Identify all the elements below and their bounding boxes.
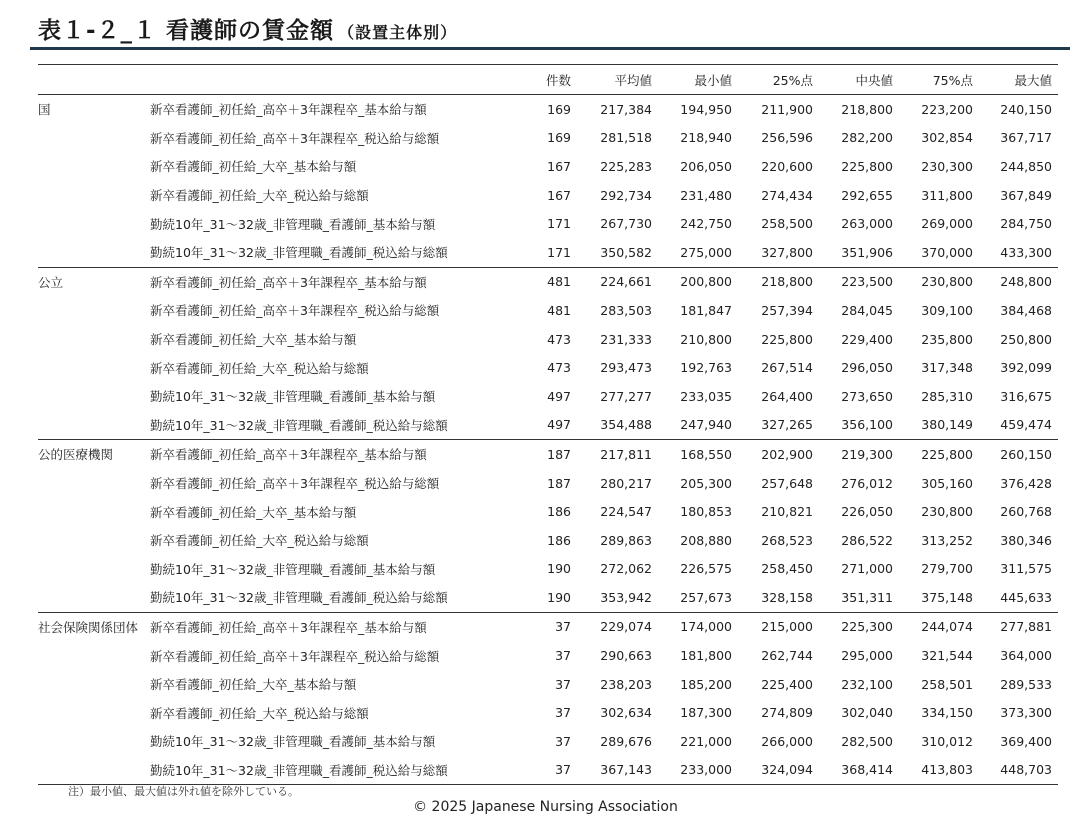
cell-max: 364,000 — [1000, 648, 1052, 664]
cell-mean: 354,488 — [600, 417, 652, 433]
cell-mean: 272,062 — [600, 561, 652, 577]
item-label: 勤続10年_31～32歳_非管理職_看護師_基本給与額 — [150, 389, 436, 405]
header-p75: 75%点 — [899, 65, 979, 95]
group-label — [38, 124, 150, 153]
cell-p25: 258,450 — [761, 561, 813, 577]
group-label: 社会保険関係団体 — [38, 612, 150, 641]
cell-min: 247,940 — [680, 417, 732, 433]
cell-mean: 289,676 — [600, 733, 652, 749]
title-sub: （設置主体別） — [338, 23, 458, 42]
cell-min: 275,000 — [680, 244, 732, 260]
cell-min: 221,000 — [680, 733, 732, 749]
cell-p75: 302,854 — [921, 130, 973, 146]
cell-p25: 274,809 — [761, 705, 813, 721]
item-label: 勤続10年_31～32歳_非管理職_看護師_税込給与総額 — [150, 590, 448, 606]
table-row — [38, 267, 1058, 296]
cell-count: 37 — [482, 612, 577, 641]
cell-median: 282,500 — [841, 733, 893, 749]
item-label: 新卒看護師_初任給_大卒_税込給与総額 — [150, 360, 369, 376]
cell-max: 289,533 — [1000, 676, 1052, 692]
cell-median: 351,311 — [841, 589, 893, 605]
cell-count: 497 — [547, 417, 571, 433]
group-label — [38, 698, 150, 727]
cell-p25: 225,800 — [761, 331, 813, 347]
cell-mean: 224,547 — [600, 504, 652, 520]
cell-count: 481 — [482, 267, 577, 296]
cell-p75: 370,000 — [921, 244, 973, 260]
header-group — [38, 65, 150, 95]
cell-p75: 230,800 — [921, 504, 973, 520]
item-label: 勤続10年_31～32歳_非管理職_看護師_税込給与総額 — [150, 756, 482, 785]
cell-max: 433,300 — [1000, 244, 1052, 260]
cell-min: 218,940 — [680, 130, 732, 146]
cell-p75: 321,544 — [921, 648, 973, 664]
cell-max: 448,703 — [979, 756, 1058, 785]
cell-median: 296,050 — [841, 360, 893, 376]
cell-median: 302,040 — [841, 705, 893, 721]
cell-p75: 230,300 — [921, 158, 973, 174]
item-label: 新卒看護師_初任給_高卒＋3年課程卒_税込給与総額 — [150, 303, 440, 319]
cell-p25: 268,523 — [761, 532, 813, 548]
cell-mean: 217,384 — [600, 101, 652, 117]
cell-p25: 225,400 — [761, 676, 813, 692]
header-mean: 平均値 — [577, 65, 658, 95]
cell-min: 185,200 — [680, 676, 732, 692]
cell-min: 226,575 — [680, 561, 732, 577]
item-label: 新卒看護師_初任給_高卒＋3年課程卒_税込給与総額 — [150, 648, 440, 664]
item-label: 勤続10年_31～32歳_非管理職_看護師_税込給与総額 — [150, 245, 448, 261]
cell-mean: 293,473 — [600, 360, 652, 376]
table-row — [38, 756, 1058, 785]
table-row — [38, 152, 1058, 181]
cell-p25: 256,596 — [761, 130, 813, 146]
cell-p25: 266,000 — [761, 733, 813, 749]
cell-mean: 350,582 — [600, 244, 652, 260]
cell-p75: 244,074 — [899, 612, 979, 641]
header-item — [150, 65, 482, 95]
cell-p75: 380,149 — [921, 417, 973, 433]
cell-mean: 267,730 — [600, 216, 652, 232]
group-label — [38, 583, 150, 612]
cell-min: 192,763 — [680, 360, 732, 376]
group-label — [38, 325, 150, 354]
cell-p75: 313,252 — [921, 532, 973, 548]
cell-p25: 327,800 — [761, 244, 813, 260]
cell-p75: 225,800 — [899, 440, 979, 469]
table-row — [38, 411, 1058, 440]
cell-p25: 274,434 — [761, 187, 813, 203]
cell-mean: 289,863 — [600, 532, 652, 548]
item-label: 新卒看護師_初任給_高卒＋3年課程卒_基本給与額 — [150, 612, 482, 641]
cell-p75: 305,160 — [921, 475, 973, 491]
cell-mean: 353,942 — [600, 589, 652, 605]
cell-count: 497 — [547, 388, 571, 404]
cell-min: 210,800 — [680, 331, 732, 347]
cell-median: 271,000 — [841, 561, 893, 577]
cell-max: 376,428 — [1000, 475, 1052, 491]
cell-max: 445,633 — [1000, 589, 1052, 605]
header-p25: 25%点 — [738, 65, 819, 95]
cell-count: 167 — [547, 187, 571, 203]
cell-mean: 290,663 — [600, 648, 652, 664]
group-label: 公立 — [38, 267, 150, 296]
cell-p25: 257,648 — [761, 475, 813, 491]
table-row — [38, 698, 1058, 727]
table-row — [38, 555, 1058, 584]
title-main: 表１-２_１ 看護師の賃金額 — [38, 18, 335, 44]
cell-median: 219,300 — [819, 440, 899, 469]
cell-count: 473 — [547, 331, 571, 347]
table-row — [38, 325, 1058, 354]
group-label — [38, 353, 150, 382]
group-label — [38, 555, 150, 584]
cell-max: 248,800 — [979, 267, 1058, 296]
group-label — [38, 181, 150, 210]
title-underline — [30, 47, 1070, 50]
item-label: 勤続10年_31～32歳_非管理職_看護師_基本給与額 — [150, 561, 436, 577]
cell-mean: 229,074 — [577, 612, 658, 641]
group-label — [38, 670, 150, 699]
table-row — [38, 353, 1058, 382]
cell-min: 205,300 — [680, 475, 732, 491]
cell-median: 218,800 — [841, 101, 893, 117]
cell-p25: 328,158 — [761, 589, 813, 605]
table-row — [38, 469, 1058, 498]
cell-p25: 262,744 — [761, 648, 813, 664]
cell-p75: 317,348 — [921, 360, 973, 376]
cell-mean: 231,333 — [600, 331, 652, 347]
header-median: 中央値 — [819, 65, 899, 95]
cell-count: 187 — [547, 475, 571, 491]
cell-mean: 281,518 — [600, 130, 652, 146]
table-row — [38, 124, 1058, 153]
cell-p25: 258,500 — [761, 216, 813, 232]
cell-count: 169 — [547, 130, 571, 146]
cell-max: 367,849 — [1000, 187, 1052, 203]
cell-median: 351,906 — [841, 244, 893, 260]
cell-count: 167 — [547, 158, 571, 174]
cell-p75: 309,100 — [921, 302, 973, 318]
group-label: 国 — [38, 102, 51, 118]
cell-p25: 211,900 — [761, 101, 813, 117]
cell-max: 384,468 — [1000, 302, 1052, 318]
item-label: 勤続10年_31～32歳_非管理職_看護師_基本給与額 — [150, 216, 436, 232]
cell-median: 223,500 — [819, 267, 899, 296]
cell-mean: 367,143 — [577, 756, 658, 785]
cell-count: 190 — [547, 589, 571, 605]
cell-max: 392,099 — [1000, 360, 1052, 376]
group-label — [38, 497, 150, 526]
cell-min: 187,300 — [680, 705, 732, 721]
group-label — [38, 411, 150, 440]
item-label: 新卒看護師_初任給_高卒＋3年課程卒_基本給与額 — [150, 102, 427, 118]
cell-median: 225,300 — [819, 612, 899, 641]
cell-min: 257,673 — [680, 589, 732, 605]
cell-count: 37 — [482, 756, 577, 785]
table-header-row — [38, 65, 1058, 95]
cell-min: 231,480 — [680, 187, 732, 203]
group-label — [38, 238, 150, 267]
page-title — [38, 12, 457, 45]
table-row — [38, 209, 1058, 238]
item-label: 新卒看護師_初任給_大卒_税込給与総額 — [150, 188, 369, 204]
table-row — [38, 583, 1058, 612]
cell-p75: 230,800 — [899, 267, 979, 296]
cell-median: 226,050 — [841, 504, 893, 520]
cell-max: 369,400 — [1000, 733, 1052, 749]
cell-p25: 267,514 — [761, 360, 813, 376]
group-label — [38, 209, 150, 238]
group-label — [38, 382, 150, 411]
cell-p75: 285,310 — [921, 388, 973, 404]
cell-mean: 292,734 — [600, 187, 652, 203]
cell-p75: 258,501 — [921, 676, 973, 692]
cell-p75: 375,148 — [921, 589, 973, 605]
cell-mean: 225,283 — [600, 158, 652, 174]
cell-max: 260,150 — [979, 440, 1058, 469]
item-label: 新卒看護師_初任給_大卒_税込給与総額 — [150, 705, 369, 721]
table-row — [38, 670, 1058, 699]
item-label: 新卒看護師_初任給_高卒＋3年課程卒_基本給与額 — [150, 267, 482, 296]
group-label — [38, 526, 150, 555]
cell-min: 181,847 — [680, 302, 732, 318]
cell-median: 263,000 — [841, 216, 893, 232]
cell-median: 368,414 — [819, 756, 899, 785]
cell-max: 260,768 — [1000, 504, 1052, 520]
cell-p25: 327,265 — [761, 417, 813, 433]
table-row — [38, 440, 1058, 469]
cell-count: 171 — [547, 216, 571, 232]
cell-median: 282,200 — [841, 130, 893, 146]
cell-p25: 215,000 — [738, 612, 819, 641]
cell-min: 242,750 — [680, 216, 732, 232]
item-label: 新卒看護師_初任給_大卒_基本給与額 — [150, 159, 357, 175]
group-label — [38, 641, 150, 670]
table-row — [38, 497, 1058, 526]
cell-max: 284,750 — [1000, 216, 1052, 232]
cell-count: 37 — [555, 676, 571, 692]
cell-p75: 279,700 — [921, 561, 973, 577]
cell-p75: 413,803 — [899, 756, 979, 785]
table-row — [38, 296, 1058, 325]
footnote: 注）最小値、最大値は外れ値を除外している。 — [68, 785, 299, 798]
cell-count: 473 — [547, 360, 571, 376]
cell-count: 187 — [482, 440, 577, 469]
cell-p75: 223,200 — [921, 101, 973, 117]
group-label — [38, 756, 150, 785]
cell-max: 311,575 — [1000, 561, 1052, 577]
cell-min: 233,035 — [680, 388, 732, 404]
header-count: 件数 — [482, 65, 577, 95]
item-label: 新卒看護師_初任給_大卒_税込給与総額 — [150, 533, 369, 549]
item-label: 新卒看護師_初任給_高卒＋3年課程卒_税込給与総額 — [150, 476, 440, 492]
cell-p75: 235,800 — [921, 331, 973, 347]
cell-p75: 269,000 — [921, 216, 973, 232]
cell-min: 194,950 — [680, 101, 732, 117]
cell-count: 37 — [555, 733, 571, 749]
cell-min: 174,000 — [658, 612, 738, 641]
cell-median: 292,655 — [841, 187, 893, 203]
cell-count: 186 — [547, 504, 571, 520]
cell-median: 273,650 — [841, 388, 893, 404]
cell-count: 37 — [555, 648, 571, 664]
group-label — [38, 152, 150, 181]
cell-max: 277,881 — [979, 612, 1058, 641]
cell-max: 459,474 — [1000, 417, 1052, 433]
cell-count: 37 — [555, 705, 571, 721]
cell-p25: 264,400 — [761, 388, 813, 404]
cell-median: 232,100 — [841, 676, 893, 692]
cell-min: 200,800 — [658, 267, 738, 296]
table-row — [38, 641, 1058, 670]
cell-min: 233,000 — [658, 756, 738, 785]
header-min: 最小値 — [658, 65, 738, 95]
table-row — [38, 727, 1058, 756]
cell-median: 284,045 — [841, 302, 893, 318]
cell-count: 186 — [547, 532, 571, 548]
cell-mean: 283,503 — [600, 302, 652, 318]
cell-p25: 257,394 — [761, 302, 813, 318]
cell-p75: 311,800 — [921, 187, 973, 203]
item-label: 新卒看護師_初任給_高卒＋3年課程卒_基本給与額 — [150, 440, 482, 469]
item-label: 新卒看護師_初任給_大卒_基本給与額 — [150, 332, 357, 348]
table-body — [38, 95, 1058, 785]
cell-p25: 218,800 — [738, 267, 819, 296]
group-label — [38, 296, 150, 325]
cell-count: 481 — [547, 302, 571, 318]
wage-table — [38, 64, 1058, 785]
cell-median: 286,522 — [841, 532, 893, 548]
cell-mean: 280,217 — [600, 475, 652, 491]
cell-p25: 220,600 — [761, 158, 813, 174]
item-label: 新卒看護師_初任給_大卒_基本給与額 — [150, 504, 357, 520]
cell-p25: 210,821 — [761, 504, 813, 520]
cell-median: 225,800 — [841, 158, 893, 174]
table-row — [38, 526, 1058, 555]
cell-mean: 238,203 — [600, 676, 652, 692]
cell-p75: 334,150 — [921, 705, 973, 721]
cell-p25: 324,094 — [738, 756, 819, 785]
cell-min: 206,050 — [680, 158, 732, 174]
cell-count: 169 — [547, 101, 571, 117]
item-label: 勤続10年_31～32歳_非管理職_看護師_基本給与額 — [150, 734, 436, 750]
item-label: 新卒看護師_初任給_高卒＋3年課程卒_税込給与総額 — [150, 130, 440, 146]
cell-mean: 302,634 — [600, 705, 652, 721]
cell-max: 244,850 — [1000, 158, 1052, 174]
cell-mean: 277,277 — [600, 388, 652, 404]
group-label — [38, 727, 150, 756]
cell-median: 295,000 — [841, 648, 893, 664]
table-row — [38, 95, 1058, 124]
cell-mean: 224,661 — [577, 267, 658, 296]
cell-min: 181,800 — [680, 648, 732, 664]
cell-min: 208,880 — [680, 532, 732, 548]
cell-max: 373,300 — [1000, 705, 1052, 721]
cell-mean: 217,811 — [577, 440, 658, 469]
copyright: © 2025 Japanese Nursing Association — [413, 799, 678, 815]
cell-max: 367,717 — [1000, 130, 1052, 146]
cell-median: 276,012 — [841, 475, 893, 491]
cell-max: 240,150 — [1000, 101, 1052, 117]
table-row — [38, 612, 1058, 641]
cell-count: 190 — [547, 561, 571, 577]
cell-p25: 202,900 — [738, 440, 819, 469]
table-row — [38, 238, 1058, 267]
header-max: 最大値 — [979, 65, 1058, 95]
cell-count: 171 — [547, 244, 571, 260]
cell-p75: 310,012 — [921, 733, 973, 749]
table-row — [38, 181, 1058, 210]
item-label: 勤続10年_31～32歳_非管理職_看護師_税込給与総額 — [150, 417, 448, 433]
cell-min: 180,853 — [680, 504, 732, 520]
cell-median: 356,100 — [841, 417, 893, 433]
cell-max: 250,800 — [1000, 331, 1052, 347]
table-row — [38, 382, 1058, 411]
cell-min: 168,550 — [658, 440, 738, 469]
group-label: 公的医療機関 — [38, 440, 150, 469]
cell-max: 380,346 — [1000, 532, 1052, 548]
cell-median: 229,400 — [841, 331, 893, 347]
group-label — [38, 469, 150, 498]
item-label: 新卒看護師_初任給_大卒_基本給与額 — [150, 677, 357, 693]
cell-max: 316,675 — [1000, 388, 1052, 404]
